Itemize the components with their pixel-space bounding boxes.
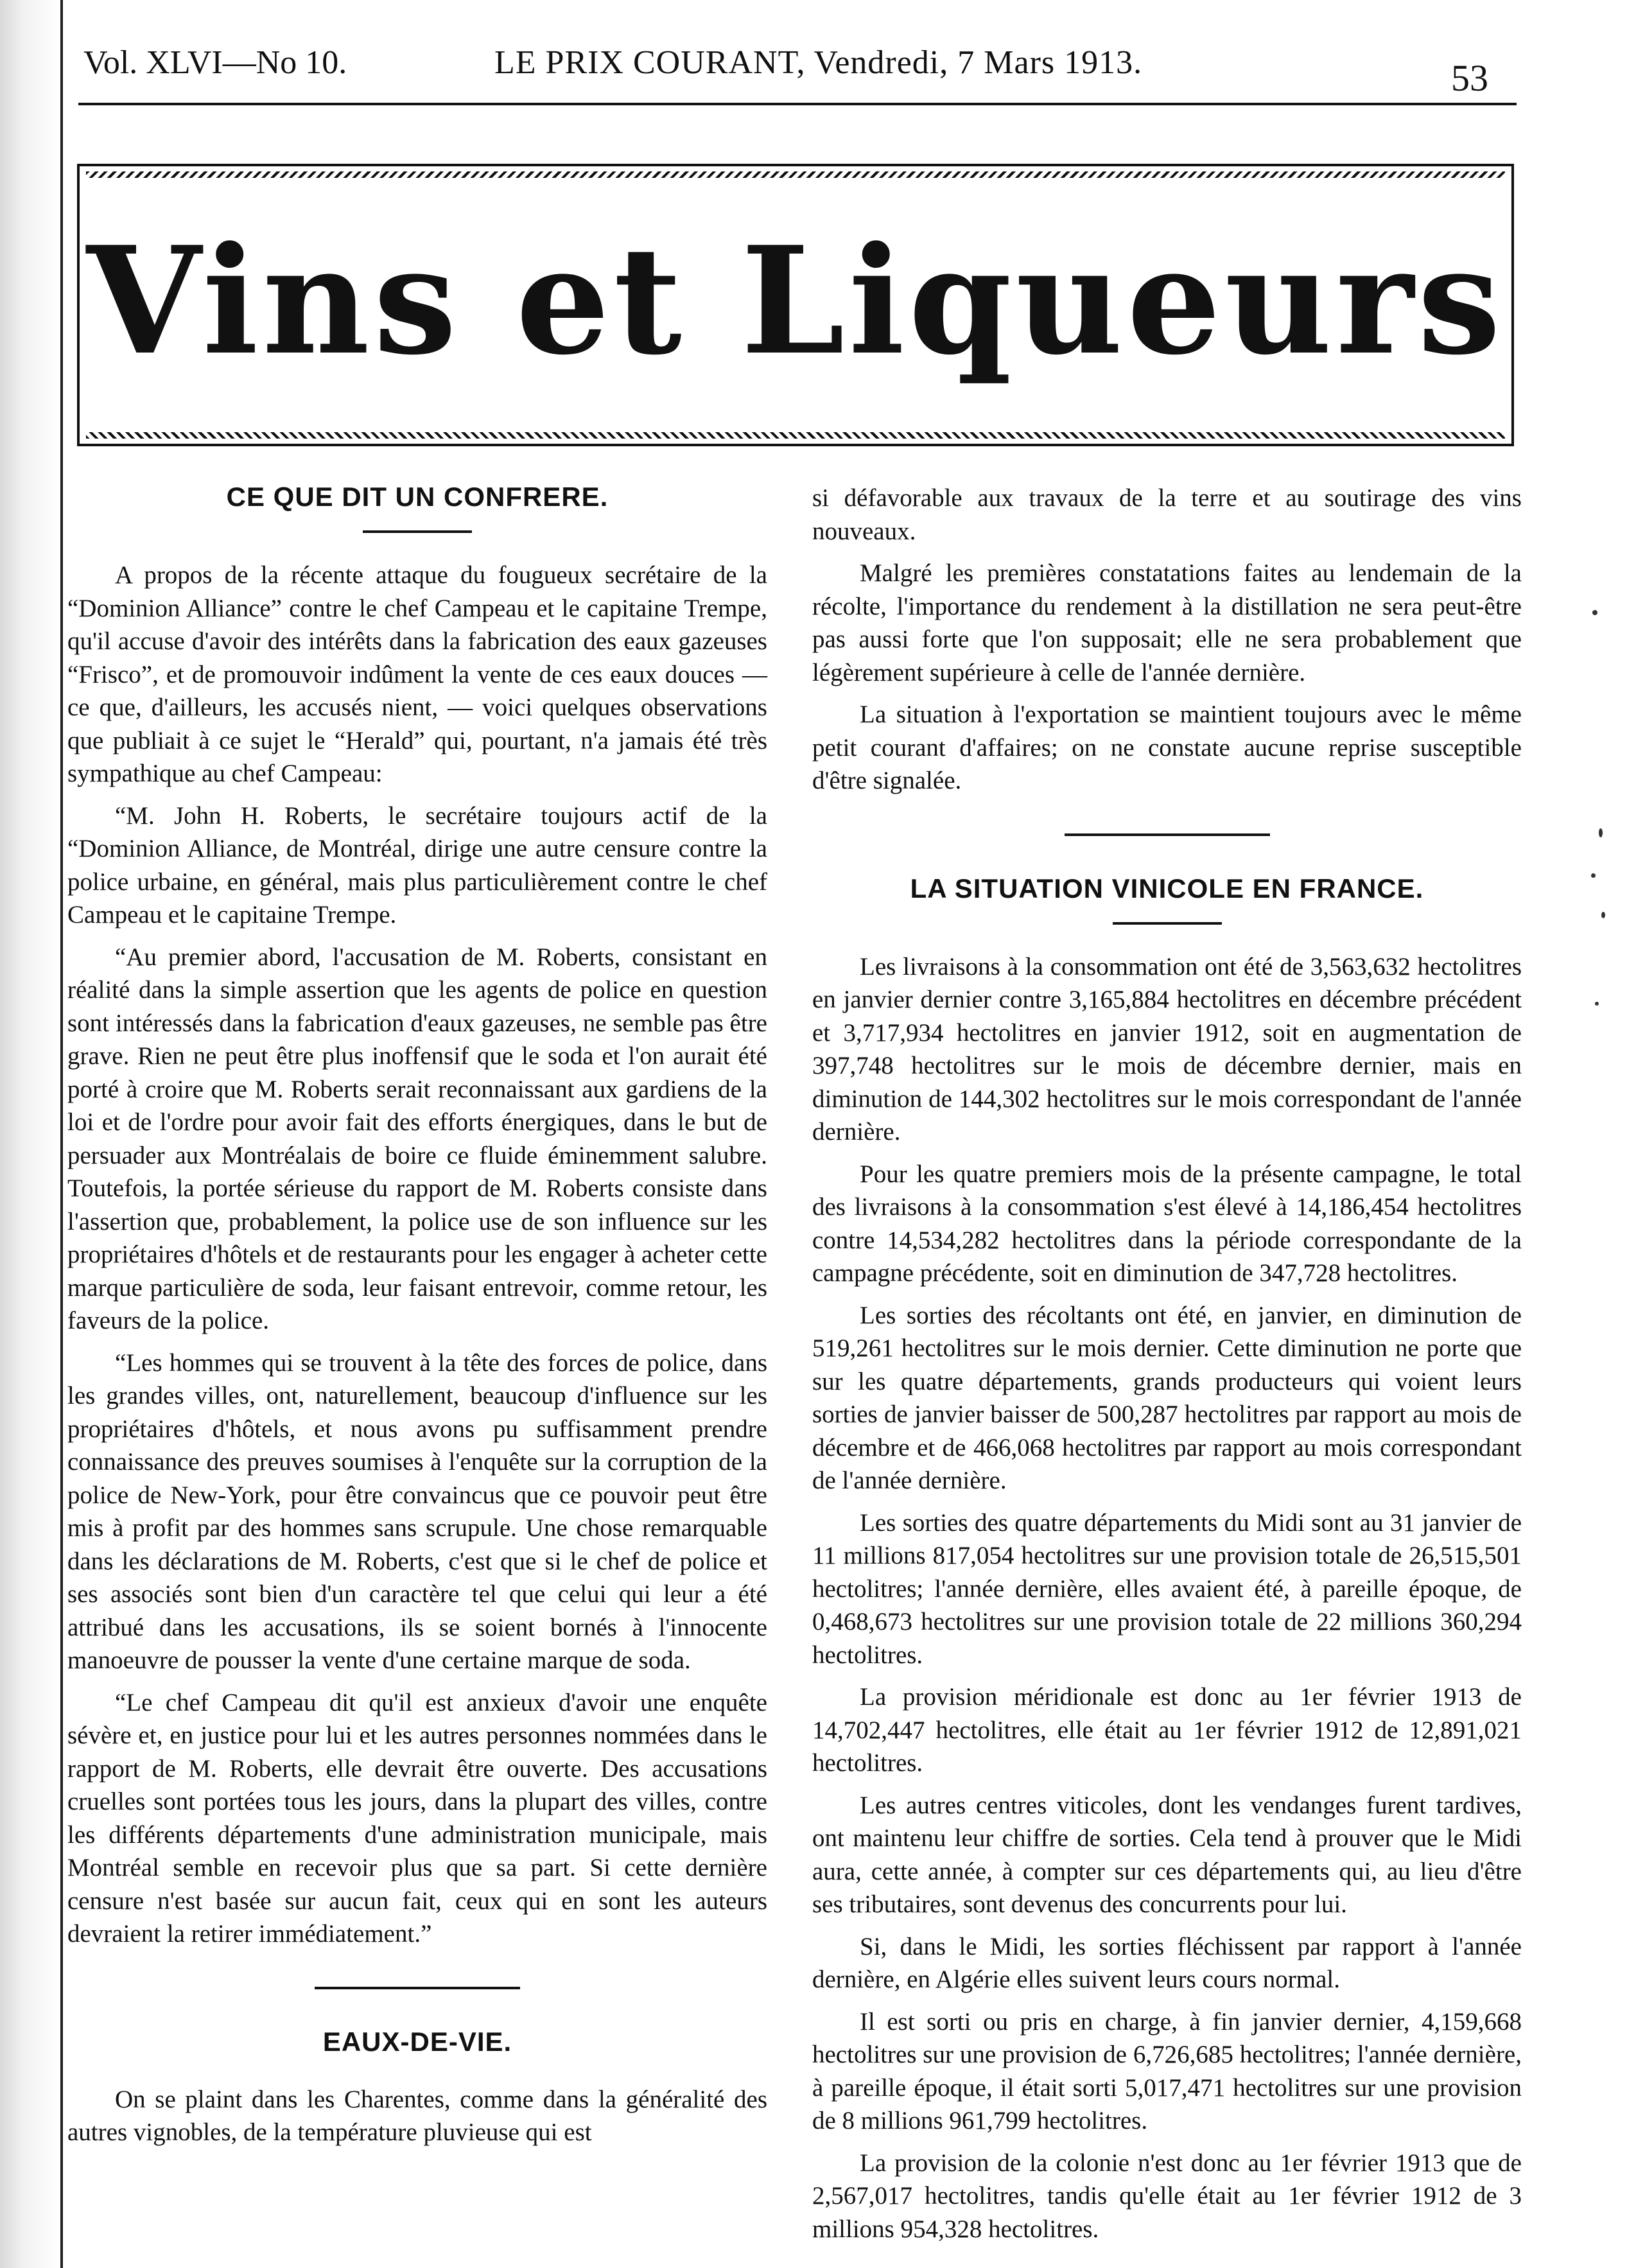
running-head (83, 37, 1528, 101)
article-paragraph: Pour les quatre premiers mois de la présente campagne, le total des livraisons à la consommation s'est élevé à 14,186,454 hectolitres contre 14,534,282 hectolitres dans la période correspondante de la campagne précédente, soit en diminution de 347,728 hectolitres. (812, 1160, 1522, 1287)
article-heading: EAUX-DE-VIE. (322, 2026, 512, 2057)
right-column (812, 482, 1522, 2255)
article-paragraph: Si, dans le Midi, les sorties fléchissent par rapport à l'année dernière, en Algérie elles suivent leurs cours normal. (812, 1932, 1522, 1993)
binding-edge (0, 0, 59, 2268)
left-column (67, 482, 767, 2158)
section-rule (1065, 833, 1270, 836)
heading-rule (363, 530, 472, 533)
publication-title-date: LE PRIX COURANT, Vendredi, 7 Mars 1913. (494, 44, 1143, 81)
article-paragraph: La provision de la colonie n'est donc au 1er février 1913 que de 2,567,017 hectolitres, tandis qu'elle était au 1er février 1912 de 3 millions 954,328 hectolitres. (812, 2149, 1522, 2243)
article-paragraph: On se plaint dans les Charentes, comme dans la généralité des autres vignobles, de la température pluvieuse qui est (67, 2085, 767, 2146)
article-paragraph: Les autres centres viticoles, dont les vendanges furent tardives, ont maintenu leur chiffre de sorties. Cela tend à prouver que le Midi aura, cette année, à compter sur ces départements qui, au lieu d'être ses tributaires, sont devenus des concurrents pour lui. (812, 1791, 1522, 1918)
article-paragraph: La provision méridionale est donc au 1er février 1913 de 14,702,447 hectolitres, elle était au 1er février 1912 de 12,891,021 hectolitres. (812, 1683, 1522, 1777)
scan-speck (1601, 912, 1605, 918)
binding-line (60, 0, 63, 2268)
section-banner-title: Vins et Liqueurs (86, 214, 1505, 388)
scan-speck (1591, 873, 1596, 878)
article-paragraph: “Au premier abord, l'accusation de M. Roberts, consistant en réalité dans la simple assertion que les agents de police en question sont intéressés dans la fabrication d'eaux gazeuses, ne semble pas être grave. Rien ne peut être plus inoffensif que le soda et l'on aurait été porté à croire que M. Roberts serait reconnaissant aux gardiens de la loi et de l'ordre pour avoir fait des efforts énergiques, dans le but de persuader aux Montréalais de boire ce fluide éminemment salubre. Toutefois, la portée sérieuse du rapport de M. Roberts consiste dans l'assertion que, probablement, la police use de son influence sur les propriétaires d'hôtels et de restaurants pour les engager à acheter cette marque particulière de soda, leur faisant entrevoir, comme retour, les faveurs de la police. (67, 943, 767, 1334)
section-banner (77, 164, 1514, 446)
scan-speck (1592, 610, 1597, 615)
article-paragraph: si défavorable aux travaux de la terre et au soutirage des vins nouveaux. (812, 484, 1522, 545)
article-paragraph: “Les hommes qui se trouvent à la tête des forces de police, dans les grandes villes, ont, naturellement, beaucoup d'influence sur les propriétaires d'hôtels, et nous avons pu suffisamment prendre connaissance des preuves soumises à l'enquête sur la corruption de la police de New-York, pour être convaincus que ce pouvoir peut être mis à profit par des hommes sans scrupule. Une chose remarquable dans les déclarations de M. Roberts, c'est que si le chef de police et ses associés sont bien d'un caractère tel que celui qui leur a été attribué dans les accusations, ils se soient bornés à l'innocente manoeuvre de pousser la vente d'une certaine marque de soda. (67, 1348, 767, 1674)
heading-rule (1113, 922, 1222, 925)
scan-speck (1595, 1002, 1599, 1006)
article-heading: CE QUE DIT UN CONFRERE. (226, 482, 609, 512)
scan-speck (1599, 828, 1603, 837)
article-paragraph: A propos de la récente attaque du fougueux secrétaire de la “Dominion Alliance” contre le chef Campeau et le capitaine Trempe, qu'il accuse d'avoir des intérêts dans la fabrication des eaux gazeuses “Frisco”, et de promouvoir indûment la vente de ces eaux douces — ce que, d'ailleurs, les accusés nient, — voici quelques observations que publiait à ce sujet le “Herald” qui, pourtant, n'a jamais été très sympathique au chef Campeau: (67, 561, 767, 787)
article-paragraph: La situation à l'exportation se maintient toujours avec le même petit courant d'affaires; on ne constate aucune reprise susceptible d'être signalée. (812, 701, 1522, 794)
page-number: 53 (1451, 57, 1488, 99)
article-paragraph: “Le chef Campeau dit qu'il est anxieux d'avoir une enquête sévère et, en justice pour lui et les autres personnes nommées dans le rapport de M. Roberts, elle devrait être ouverte. Des accusations cruelles sont portées tous les jours, dans la plupart des villes, contre les différents départements d'une administration municipale, mais Montréal semble en recevoir plus que sa part. Si cette dernière censure n'est basée sur aucun fait, ceux qui en sont les auteurs devraient la retirer immédiatement.” (67, 1688, 767, 1948)
header-rule (78, 103, 1517, 105)
section-rule (315, 1987, 520, 1989)
article-paragraph: Les sorties des quatre départements du Midi sont au 31 janvier de 11 millions 817,054 hectolitres sur une provision totale de 26,515,501 hectolitres; l'année dernière, elles avaient été, à pareille époque, de 0,468,673 hectolitres sur une provision totale de 22 millions 360,294 hectolitres. (812, 1508, 1522, 1669)
article-paragraph: Les sorties des récoltants ont été, en janvier, en diminution de 519,261 hectolitres sur le mois dernier. Cette diminution ne porte que sur les quatre départements, grands producteurs qui voient leurs sorties de janvier baisser de 500,287 hectolitres par rapport au mois de décembre et de 466,068 hectolitres par rapport au mois correspondant de l'année dernière. (812, 1301, 1522, 1494)
article-paragraph: “M. John H. Roberts, le secrétaire toujours actif de la “Dominion Alliance, de Montréal, dirige une autre censure contre la police urbaine, en général, mais plus particulièrement contre le chef Campeau et le capitaine Trempe. (67, 801, 767, 929)
volume-number: Vol. XLVI—No 10. (83, 44, 347, 81)
article-paragraph: Il est sorti ou pris en charge, à fin janvier dernier, 4,159,668 hectolitres sur une provision de 6,726,685 hectolitres; l'année dernière, à pareille époque, il était sorti 5,017,471 hectolitres sur une provision de 8 millions 961,799 hectolitres. (812, 2007, 1522, 2134)
article-paragraph: Malgré les premières constatations faites au lendemain de la récolte, l'importance du rendement à la distillation ne sera peut-être pas aussi forte que l'on supposait; elle ne sera probablement que légèrement supérieure à celle de l'année dernière. (812, 559, 1522, 686)
article-paragraph: Les livraisons à la consommation ont été de 3,563,632 hectolitres en janvier dernier contre 3,165,884 hectolitres en décembre précédent et 3,717,934 hectolitres en janvier 1912, soit en augmentation de 397,748 hectolitres sur le mois de décembre dernier, mais en diminution de 144,302 hectolitres sur le mois correspondant de l'année dernière. (812, 952, 1522, 1146)
article-heading: LA SITUATION VINICOLE EN FRANCE. (910, 873, 1424, 903)
